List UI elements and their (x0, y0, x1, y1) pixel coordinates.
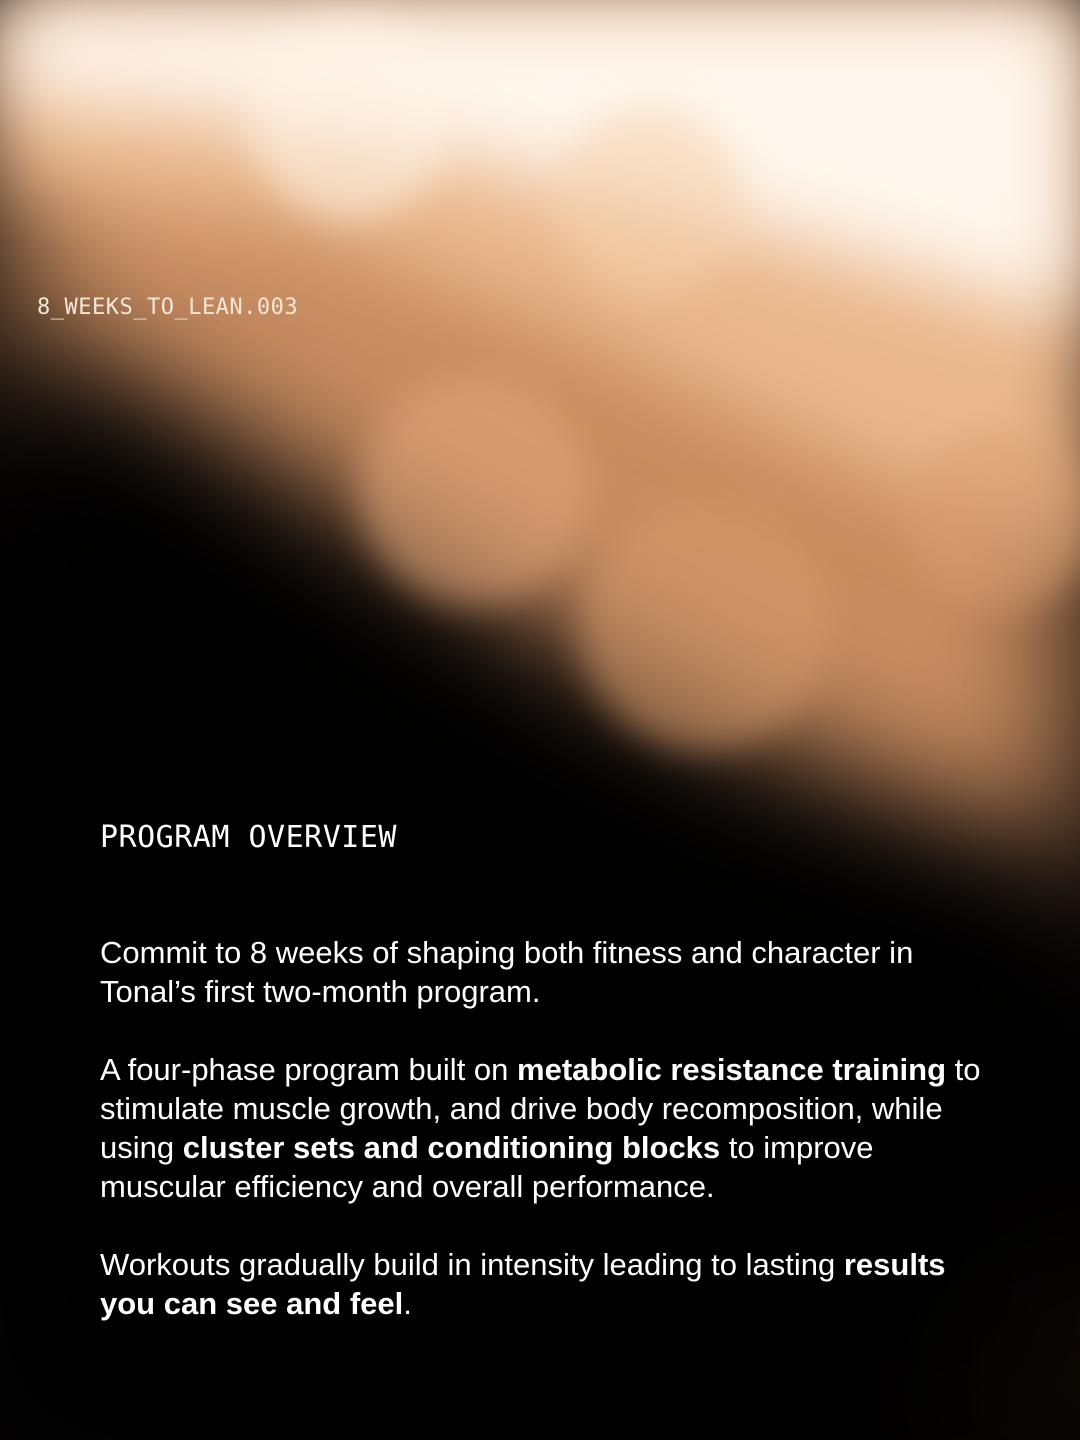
program-file-code: 8_WEEKS_TO_LEAN.003 (37, 295, 299, 320)
results-text-1: Workouts gradually build in intensity leading to lasting (100, 1247, 844, 1282)
results-text-2: . (403, 1286, 412, 1321)
results-highlight: results you can see and feel (100, 1247, 946, 1321)
structure-text-2: to stimulate muscle growth, and drive body recomposition, while using (100, 1052, 981, 1165)
structure-highlight-2: cluster sets and conditioning blocks (182, 1130, 721, 1165)
structure-highlight-1: metabolic resistance training (517, 1052, 947, 1087)
intro-paragraph: Commit to 8 weeks of shaping both fitness and character in Tonal’s first two-month program. (100, 935, 914, 1009)
section-heading: PROGRAM OVERVIEW (100, 820, 397, 855)
structure-text-3: to improve muscular efficiency and overall performance. (100, 1130, 874, 1204)
overview-copy (100, 933, 1000, 1362)
program-structure-paragraph (100, 1050, 1000, 1206)
results-paragraph (100, 1245, 1000, 1323)
structure-text-1: A four-phase program built on (100, 1052, 518, 1087)
